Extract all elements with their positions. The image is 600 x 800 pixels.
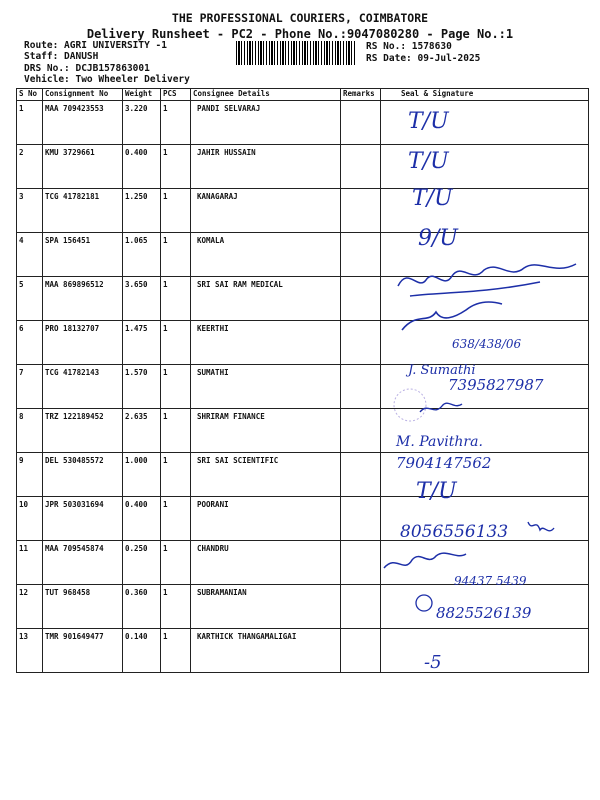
cell-consignee: SRI SAI RAM MEDICAL [191, 277, 341, 321]
signature-6-number: 638/438/06 [452, 337, 522, 351]
col-remarks: Remarks [341, 89, 381, 101]
cell-consignment: TUT 968458 [43, 585, 123, 629]
cell-remarks [341, 321, 381, 365]
cell-remarks [341, 365, 381, 409]
cell-pcs: 1 [161, 585, 191, 629]
cell-weight: 1.475 [123, 321, 161, 365]
cell-sno: 8 [17, 409, 43, 453]
cell-weight: 3.650 [123, 277, 161, 321]
cell-consignment: MAA 709423553 [43, 101, 123, 145]
cell-consignment: SPA 156451 [43, 233, 123, 277]
staff-label: Staff: DANUSH [24, 51, 99, 62]
drs-label: DRS No.: DCJB157863001 [24, 63, 150, 74]
table-row [17, 497, 589, 541]
cell-remarks [341, 541, 381, 585]
cell-signature [381, 101, 589, 145]
cell-pcs: 1 [161, 453, 191, 497]
signature-11-phone: 8056556133 [400, 522, 509, 542]
table-header-row [17, 89, 589, 101]
cell-consignee: JAHIR HUSSAIN [191, 145, 341, 189]
cell-consignment: TRZ 122189452 [43, 409, 123, 453]
cell-remarks [341, 409, 381, 453]
cell-signature [381, 365, 589, 409]
table-row [17, 365, 589, 409]
signature-10: T/U [416, 479, 457, 504]
cell-remarks [341, 629, 381, 673]
col-weight: Weight [123, 89, 161, 101]
cell-remarks [341, 453, 381, 497]
cell-remarks [341, 145, 381, 189]
cell-consignment: PRO 18132707 [43, 321, 123, 365]
cell-consignment: MAA 709545874 [43, 541, 123, 585]
cell-signature [381, 409, 589, 453]
cell-pcs: 1 [161, 497, 191, 541]
cell-pcs: 1 [161, 409, 191, 453]
table-row [17, 145, 589, 189]
cell-consignment: MAA 869896512 [43, 277, 123, 321]
table-row [17, 453, 589, 497]
cell-sno: 5 [17, 277, 43, 321]
cell-signature [381, 453, 589, 497]
company-title: THE PROFESSIONAL COURIERS, COIMBATORE [171, 11, 429, 25]
cell-pcs: 1 [161, 365, 191, 409]
cell-sno: 2 [17, 145, 43, 189]
cell-signature [381, 233, 589, 277]
cell-weight: 0.360 [123, 585, 161, 629]
signature-2: T/U [408, 149, 449, 174]
cell-signature [381, 277, 589, 321]
col-pcs: PCS [161, 89, 191, 101]
route-label: Route: AGRI UNIVERSITY -1 [24, 40, 167, 51]
signature-7-name: J. Sumathi [408, 363, 476, 378]
cell-pcs: 1 [161, 277, 191, 321]
cell-consignment: KMU 3729661 [43, 145, 123, 189]
cell-sno: 10 [17, 497, 43, 541]
cell-signature [381, 145, 589, 189]
cell-remarks [341, 585, 381, 629]
signature-7-phone: 7395827987 [448, 376, 544, 394]
cell-consignment: TCG 41782181 [43, 189, 123, 233]
col-signature: Seal & Signature [381, 89, 589, 101]
signature-4: 9/U [418, 226, 458, 251]
cell-weight: 0.250 [123, 541, 161, 585]
footer-mark: -5 [424, 652, 442, 673]
cell-weight: 1.570 [123, 365, 161, 409]
cell-consignee: POORANI [191, 497, 341, 541]
cell-signature [381, 321, 589, 365]
table-row [17, 101, 589, 145]
cell-consignee: SRI SAI SCIENTIFIC [191, 453, 341, 497]
cell-sno: 1 [17, 101, 43, 145]
signature-3: T/U [412, 186, 453, 211]
cell-consignee: CHANDRU [191, 541, 341, 585]
cell-weight: 2.635 [123, 409, 161, 453]
cell-sno: 6 [17, 321, 43, 365]
cell-consignment: TMR 901649477 [43, 629, 123, 673]
table-row [17, 541, 589, 585]
signature-12-phone: 94437 5439 [454, 574, 527, 588]
cell-consignee: KOMALA [191, 233, 341, 277]
barcode [236, 41, 356, 65]
cell-signature [381, 189, 589, 233]
runsheet-subtitle: Delivery Runsheet - PC2 - Phone No.:9047080280 - Page No.:1 [86, 27, 514, 41]
cell-consignee: KEERTHI [191, 321, 341, 365]
cell-weight: 0.400 [123, 145, 161, 189]
cell-sno: 4 [17, 233, 43, 277]
cell-signature [381, 629, 589, 673]
cell-weight: 1.250 [123, 189, 161, 233]
runsheet-table [16, 88, 589, 673]
col-consignment: Consignment No [43, 89, 123, 101]
cell-weight: 1.000 [123, 453, 161, 497]
cell-sno: 7 [17, 365, 43, 409]
signature-13-phone: 8825526139 [436, 604, 532, 622]
rs-number: RS No.: 1578630 [366, 41, 452, 52]
cell-pcs: 1 [161, 629, 191, 673]
table-row [17, 585, 589, 629]
cell-remarks [341, 189, 381, 233]
cell-pcs: 1 [161, 189, 191, 233]
cell-pcs: 1 [161, 321, 191, 365]
table-row [17, 321, 589, 365]
cell-remarks [341, 277, 381, 321]
table-row [17, 277, 589, 321]
cell-consignee: PANDI SELVARAJ [191, 101, 341, 145]
signature-9-name: M. Pavithra. [396, 434, 483, 450]
cell-consignment: DEL 530485572 [43, 453, 123, 497]
cell-pcs: 1 [161, 233, 191, 277]
table-row [17, 629, 589, 673]
cell-weight: 0.400 [123, 497, 161, 541]
signature-9-phone: 7904147562 [396, 454, 492, 472]
cell-pcs: 1 [161, 101, 191, 145]
signature-1: T/U [408, 109, 449, 134]
cell-remarks [341, 233, 381, 277]
cell-consignee: KARTHICK THANGAMALIGAI [191, 629, 341, 673]
cell-weight: 0.140 [123, 629, 161, 673]
table-row [17, 189, 589, 233]
cell-pcs: 1 [161, 541, 191, 585]
cell-signature [381, 497, 589, 541]
cell-consignment: JPR 503031694 [43, 497, 123, 541]
table-row [17, 233, 589, 277]
cell-consignee: KANAGARAJ [191, 189, 341, 233]
cell-remarks [341, 101, 381, 145]
cell-sno: 13 [17, 629, 43, 673]
vehicle-label: Vehicle: Two Wheeler Delivery [24, 74, 190, 85]
rs-date: RS Date: 09-Jul-2025 [366, 53, 481, 64]
cell-consignment: TCG 41782143 [43, 365, 123, 409]
cell-signature [381, 541, 589, 585]
cell-signature [381, 585, 589, 629]
cell-consignee: SUMATHI [191, 365, 341, 409]
cell-sno: 3 [17, 189, 43, 233]
col-consignee: Consignee Details [191, 89, 341, 101]
cell-weight: 3.220 [123, 101, 161, 145]
col-sno: S No [17, 89, 43, 101]
cell-remarks [341, 497, 381, 541]
table-row [17, 409, 589, 453]
cell-pcs: 1 [161, 145, 191, 189]
cell-consignee: SUBRAMANIAN [191, 585, 341, 629]
cell-sno: 11 [17, 541, 43, 585]
cell-sno: 12 [17, 585, 43, 629]
cell-weight: 1.065 [123, 233, 161, 277]
cell-sno: 9 [17, 453, 43, 497]
cell-consignee: SHRIRAM FINANCE [191, 409, 341, 453]
